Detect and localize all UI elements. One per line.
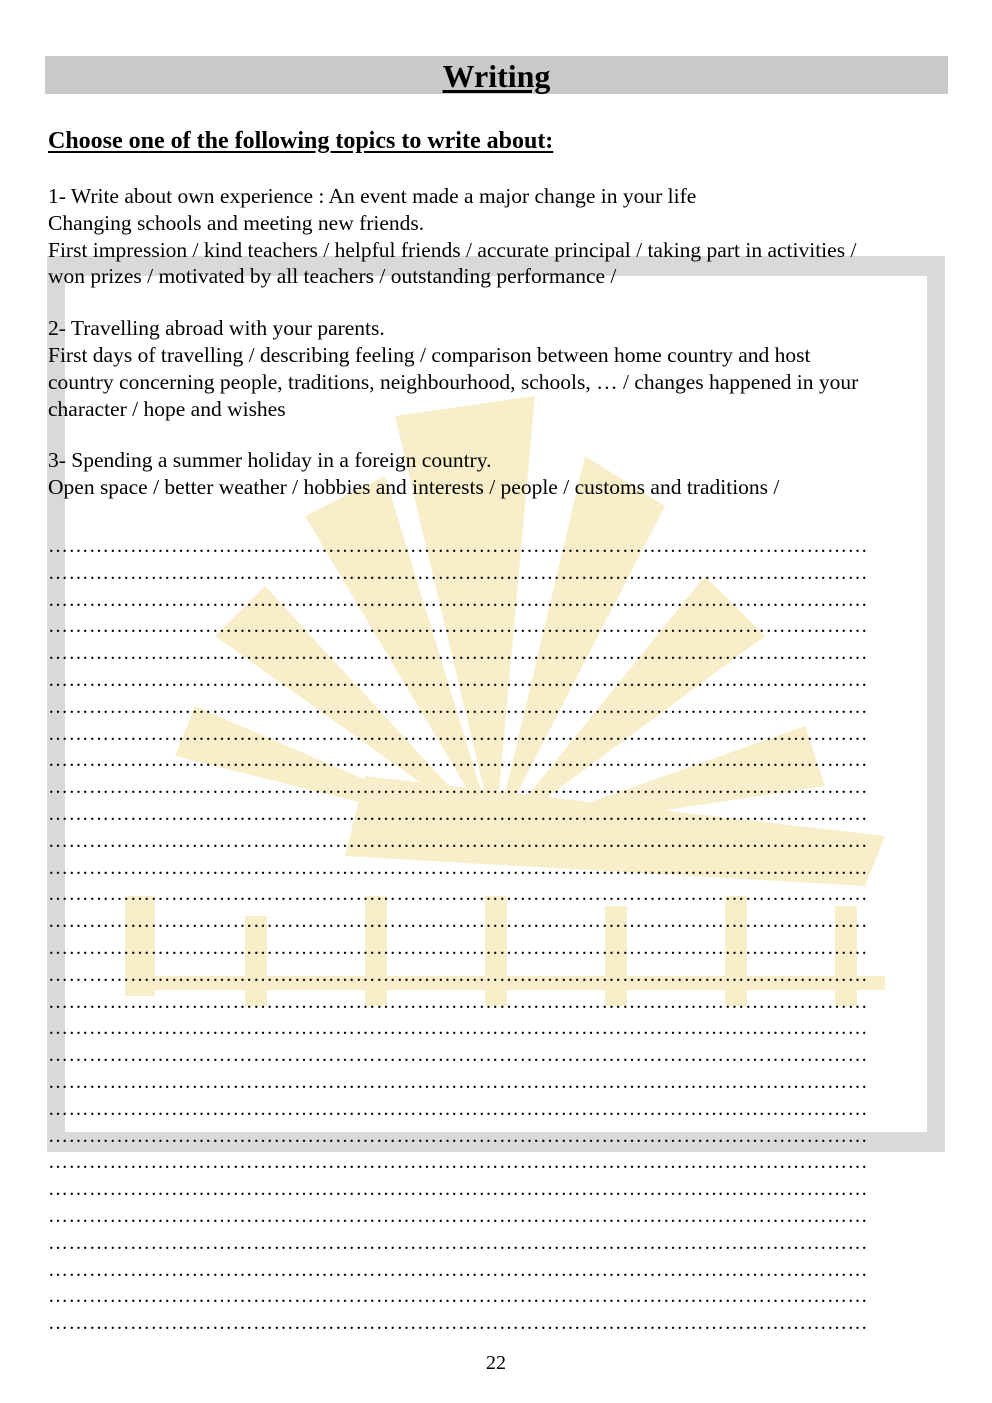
topic-line: character / hope and wishes	[48, 396, 286, 421]
topic-line: country concerning people, traditions, neighbourhood, schools, … / changes happened in your	[48, 369, 859, 394]
writing-line[interactable]: …………………………………………………………………………………………………………	[48, 990, 868, 1013]
title-bar	[45, 56, 948, 94]
writing-line[interactable]: …………………………………………………………………………………………………………	[48, 535, 868, 557]
topic-line: First days of travelling / describing feeling / comparison between home country and host	[48, 342, 811, 367]
topic-line: 2- Travelling abroad with your parents.	[48, 316, 385, 341]
topic-line: First impression / kind teachers / helpful friends / accurate principal / taking part in activities /	[48, 237, 857, 262]
writing-line[interactable]: …………………………………………………………………………………………………………	[48, 829, 868, 852]
topic-line: Open space / better weather / hobbies and interests / people / customs and traditions /	[48, 475, 780, 500]
writing-line[interactable]: …………………………………………………………………………………………………………	[48, 695, 868, 718]
writing-line[interactable]: …………………………………………………………………………………………………………	[48, 936, 868, 959]
writing-line[interactable]: …………………………………………………………………………………………………………	[48, 1097, 868, 1120]
instructions-section	[48, 124, 948, 501]
writing-line[interactable]: …………………………………………………………………………………………………………	[48, 1017, 868, 1040]
writing-line[interactable]: …………………………………………………………………………………………………………	[48, 883, 868, 906]
topic-line: won prizes / motivated by all teachers / outstanding performance /	[48, 264, 617, 289]
instruction-heading: Choose one of the following topics to write about:	[48, 128, 554, 154]
writing-line[interactable]: …………………………………………………………………………………………………………	[48, 668, 868, 691]
page-title: Writing	[442, 58, 551, 94]
writing-line[interactable]: …………………………………………………………………………………………………………	[48, 749, 868, 772]
writing-area[interactable]	[48, 533, 938, 1337]
topic-line: 1- Write about own experience : An event made a major change in your life	[48, 184, 697, 208]
writing-line[interactable]: …………………………………………………………………………………………………………	[48, 1124, 868, 1147]
writing-line[interactable]: …………………………………………………………………………………………………………	[48, 963, 868, 986]
writing-line[interactable]: …………………………………………………………………………………………………………	[48, 561, 868, 584]
topic-2	[48, 315, 948, 422]
writing-line[interactable]: …………………………………………………………………………………………………………	[48, 588, 868, 611]
topic-line: Changing schools and meeting new friends.	[48, 210, 425, 235]
writing-line[interactable]: …………………………………………………………………………………………………………	[48, 722, 868, 745]
topic-line: 3- Spending a summer holiday in a foreign country.	[48, 448, 492, 473]
writing-line[interactable]: …………………………………………………………………………………………………………	[48, 1285, 868, 1308]
topic-3	[48, 447, 948, 501]
writing-line[interactable]: …………………………………………………………………………………………………………	[48, 1151, 868, 1174]
writing-line[interactable]: …………………………………………………………………………………………………………	[48, 1312, 868, 1335]
writing-line[interactable]: …………………………………………………………………………………………………………	[48, 1070, 868, 1093]
writing-line[interactable]: …………………………………………………………………………………………………………	[48, 856, 868, 879]
writing-line[interactable]: …………………………………………………………………………………………………………	[48, 642, 868, 665]
writing-line[interactable]: …………………………………………………………………………………………………………	[48, 1178, 868, 1201]
writing-line[interactable]: …………………………………………………………………………………………………………	[48, 1231, 868, 1254]
writing-line[interactable]: …………………………………………………………………………………………………………	[48, 615, 868, 638]
writing-line[interactable]: …………………………………………………………………………………………………………	[48, 1204, 868, 1227]
topic-1	[48, 183, 948, 290]
writing-line[interactable]: …………………………………………………………………………………………………………	[48, 910, 868, 933]
writing-line[interactable]: …………………………………………………………………………………………………………	[48, 1044, 868, 1067]
writing-line[interactable]: …………………………………………………………………………………………………………	[48, 776, 868, 799]
writing-line[interactable]: …………………………………………………………………………………………………………	[48, 1258, 868, 1281]
page-number: 22	[486, 1352, 506, 1374]
writing-line[interactable]: …………………………………………………………………………………………………………	[48, 802, 868, 825]
